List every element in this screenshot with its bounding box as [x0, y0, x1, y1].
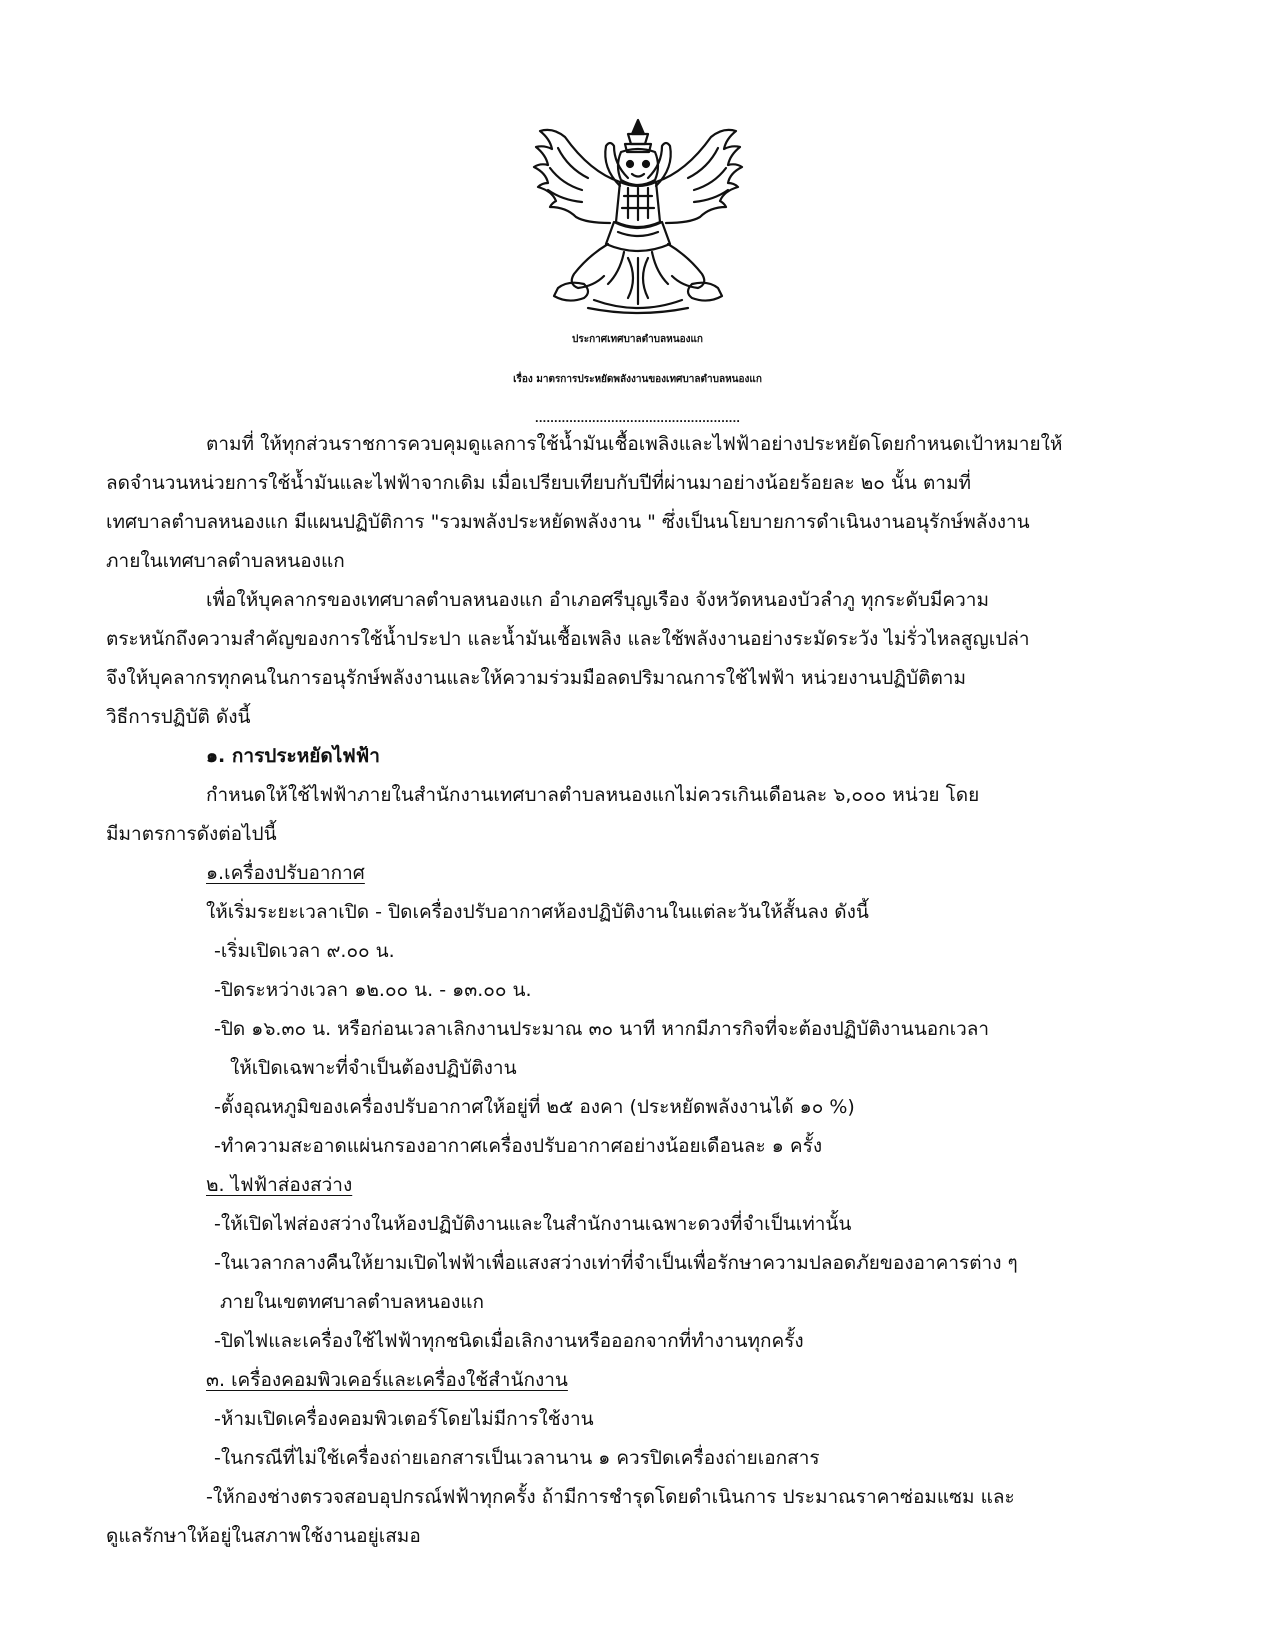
announcement-subject: เรื่อง มาตรการประหยัดพลังงานของเทศบาลตำบลหนองแก: [513, 374, 762, 385]
section-1-intro-line: กำหนดให้ใช้ไฟฟ้าภายในสำนักงานเทศบาลตำบลหนองแกไม่ควรเกินเดือนละ ๖,๐๐๐ หน่วย โดย: [206, 784, 980, 806]
computer-item: -ในกรณีที่ไม่ใช้เครื่องถ่ายเอกสารเป็นเวลานาน ๑ ควรปิดเครื่องถ่ายเอกสาร: [214, 1447, 820, 1469]
paragraph-2-line: ตระหนักถึงความสำคัญของการใช้น้ำประปา และน้ำมันเชื้อเพลิง และใช้พลังงานอย่างระมัดระวัง ไม่รั่วไหลสูญเปล่า: [106, 628, 1030, 650]
paragraph-1-line: เทศบาลตำบลหนองแก มีแผนปฏิบัติการ "รวมพลังประหยัดพลังงาน " ซึ่งเป็นนโยบายการดำเนินงานอนุรักษ์พลังงาน: [106, 511, 1030, 533]
computer-item: -ห้ามเปิดเครื่องคอมพิวเตอร์โดยไม่มีการใช้งาน: [214, 1408, 594, 1430]
paragraph-1-line: ภายในเทศบาลตำบลหนองแก: [106, 550, 345, 572]
aircon-item: -ทำความสะอาดแผ่นกรองอากาศเครื่องปรับอากาศอย่างน้อยเดือนละ ๑ ครั้ง: [214, 1135, 823, 1157]
computer-heading: ๓. เครื่องคอมพิวเคอร์และเครื่องใช้สำนักงาน: [206, 1369, 568, 1391]
lighting-item: -ให้เปิดไฟส่องสว่างในห้องปฏิบัติงานและในสำนักงานเฉพาะดวงที่จำเป็นเท่านั้น: [214, 1213, 852, 1235]
lighting-item: -ในเวลากลางคืนให้ยามเปิดไฟฟ้าเพื่อแสงสว่างเท่าที่จำเป็นเพื่อรักษาความปลอดภัยของอาคารต่าง ๆ: [214, 1252, 1018, 1274]
section-1-heading: ๑. การประหยัดไฟฟ้า: [206, 745, 380, 767]
computer-item: ดูแลรักษาให้อยู่ในสภาพใช้งานอยู่เสมอ: [106, 1525, 421, 1547]
paragraph-1-line: ตามที่ ให้ทุกส่วนราชการควบคุมดูแลการใช้น้ำมันเชื้อเพลิงและไฟฟ้าอย่างประหยัดโดยกำหนดเป้าหมายให้: [206, 433, 1063, 455]
lighting-item: ภายในเขตทศบาลตำบลหนองแก: [220, 1291, 485, 1313]
section-1-intro-line: มีมาตรการดังต่อไปนี้: [106, 823, 277, 845]
paragraph-2-line: จึงให้บุคลากรทุกคนในการอนุรักษ์พลังงานและให้ความร่วมมือลดปริมาณการใช้ไฟฟ้า หน่วยงานปฏิบัติตาม: [106, 667, 966, 689]
lighting-heading: ๒. ไฟฟ้าส่องสว่าง: [206, 1174, 353, 1196]
lighting-item: -ปิดไฟและเครื่องใช้ไฟฟ้าทุกชนิดเมื่อเลิกงานหรือออกจากที่ทำงานทุกครั้ง: [214, 1330, 804, 1352]
paragraph-1-line: ลดจำนวนหน่วยการใช้น้ำมันและไฟฟ้าจากเดิม เมื่อเปรียบเทียบกับปีที่ผ่านมาอย่างน้อยร้อยละ ๒๐ นั้น ตามที่: [106, 472, 972, 494]
aircon-item: -ปิด ๑๖.๓๐ น. หรือก่อนเวลาเลิกงานประมาณ ๓๐ นาที หากมีภารกิจที่จะต้องปฏิบัติงานนอกเวลา: [214, 1018, 990, 1040]
garuda-emblem-icon: [528, 112, 748, 317]
computer-item: -ให้กองช่างตรวจสอบอุปกรณ์ฟฟ้าทุกครั้ง ถ้ามีการชำรุดโดยดำเนินการ ประมาณราคาซ่อมแซม และ: [206, 1486, 1015, 1508]
aircon-item: -ปิดระหว่างเวลา ๑๒.๐๐ น. - ๑๓.๐๐ น.: [214, 979, 532, 1001]
announcement-title: ประกาศเทศบาลตำบลหนองแก: [572, 334, 703, 345]
title-separator: ......................................................: [534, 414, 741, 425]
aircon-intro: ให้เริ่มระยะเวลาเปิด - ปิดเครื่องปรับอากาศห้องปฏิบัติงานในแต่ละวันให้สั้นลง ดังนี้: [206, 901, 869, 923]
aircon-item: -เริ่มเปิดเวลา ๙.๐๐ น.: [214, 940, 395, 962]
paragraph-2-line: เพื่อให้บุคลากรของเทศบาลตำบลหนองแก อำเภอศรีบุญเรือง จังหวัดหนองบัวลำภู ทุกระดับมีความ: [206, 589, 989, 611]
aircon-item: -ตั้งอุณหภูมิของเครื่องปรับอากาศให้อยู่ที่ ๒๕ องคา (ประหยัดพลังงานได้ ๑๐ %): [214, 1096, 855, 1118]
paragraph-2-line: วิธีการปฏิบัติ ดังนี้: [106, 706, 251, 728]
aircon-heading: ๑.เครื่องปรับอากาศ: [206, 862, 365, 884]
aircon-item: ให้เปิดเฉพาะที่จำเป็นต้องปฏิบัติงาน: [230, 1057, 517, 1079]
